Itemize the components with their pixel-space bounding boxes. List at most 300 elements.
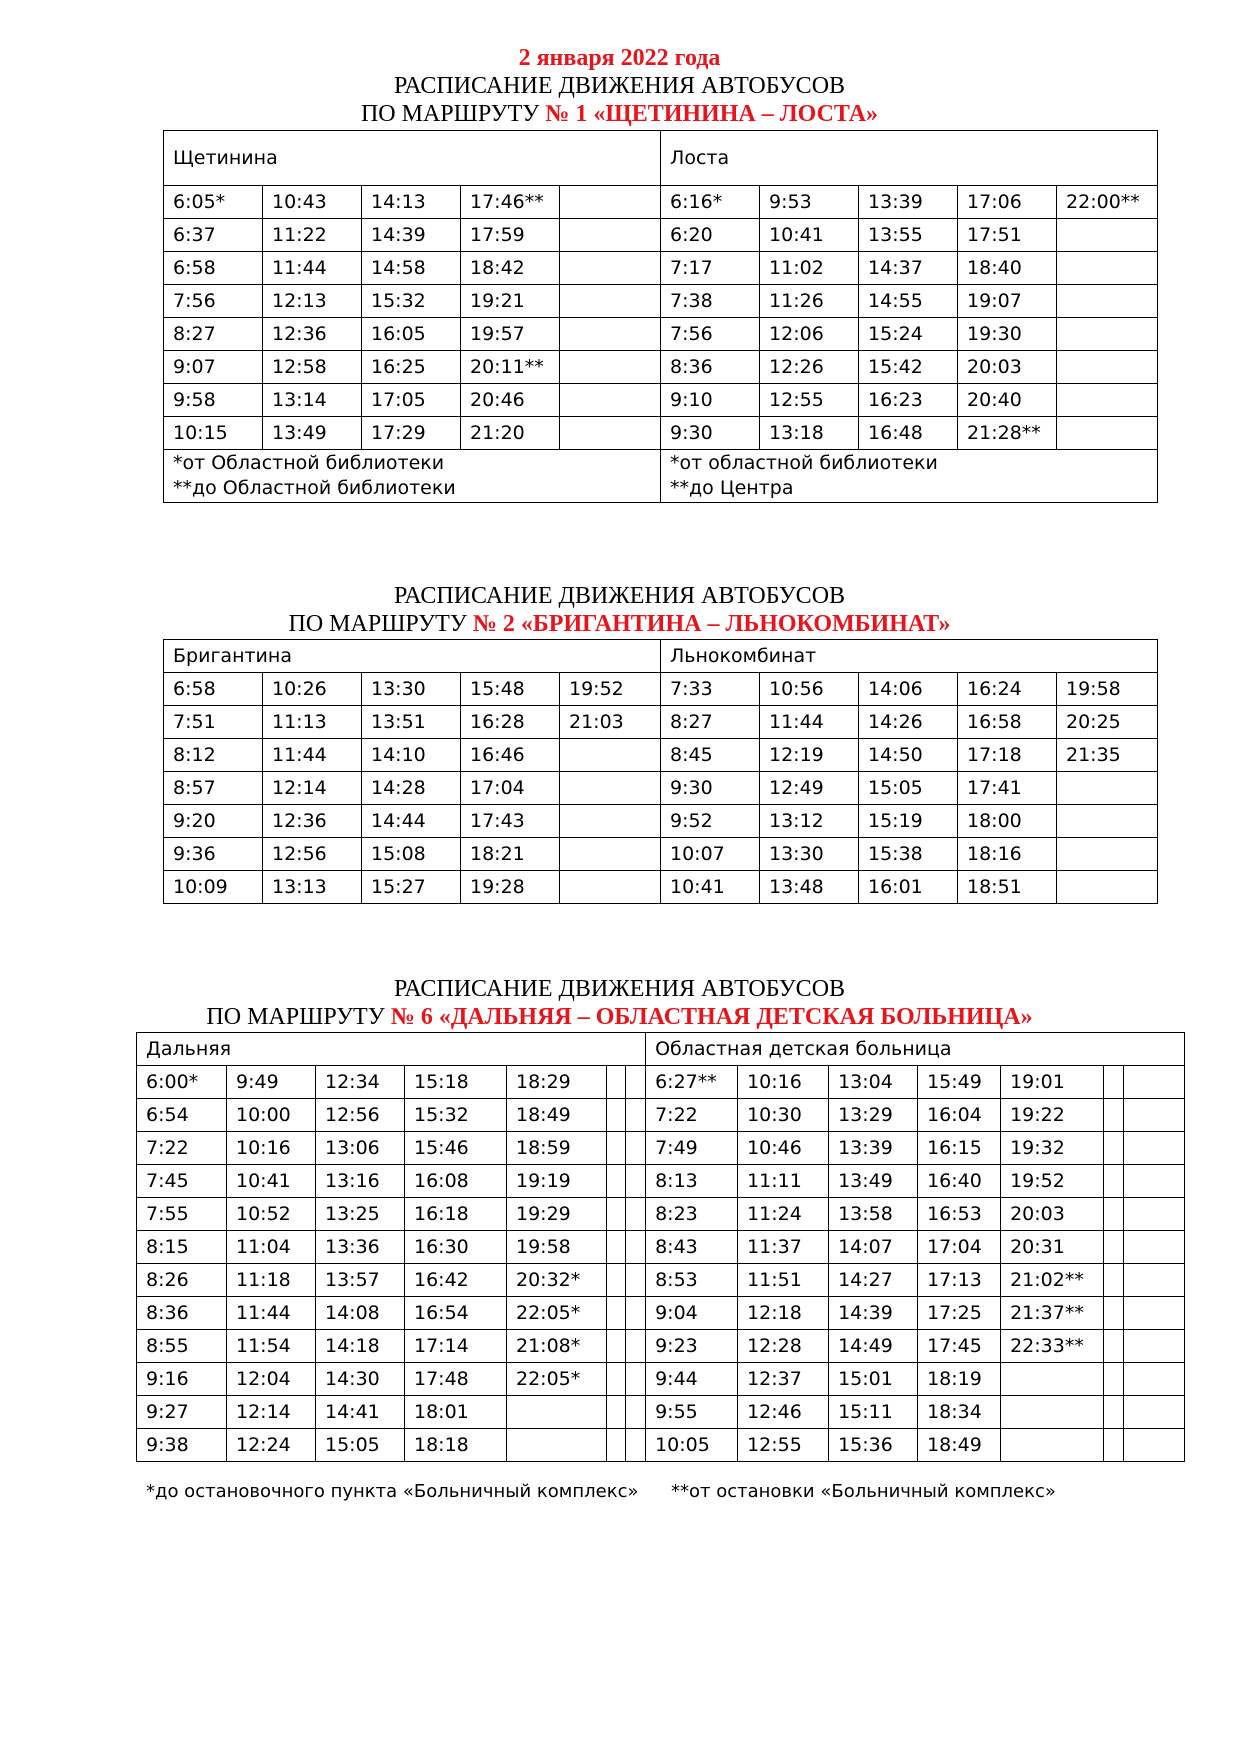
time-cell: 12:56 — [263, 838, 362, 871]
time-cell: 15:48 — [461, 673, 560, 706]
time-cell: 10:09 — [164, 871, 263, 904]
empty-cell — [1104, 1264, 1124, 1297]
time-cell: 13:58 — [829, 1198, 918, 1231]
route-2-table — [163, 639, 1158, 904]
time-cell: 18:49 — [507, 1099, 607, 1132]
time-cell: 16:58 — [958, 706, 1057, 739]
left-stop-name: Бригантина — [164, 640, 661, 673]
time-cell: 19:21 — [461, 285, 560, 318]
notes-row — [164, 450, 1158, 503]
time-cell: 8:43 — [646, 1231, 738, 1264]
time-cell: 14:55 — [859, 285, 958, 318]
time-cell: 12:58 — [263, 351, 362, 384]
table-row — [137, 1429, 1185, 1462]
time-cell: 18:21 — [461, 838, 560, 871]
time-cell: 8:27 — [164, 318, 263, 351]
time-cell: 12:37 — [738, 1363, 829, 1396]
empty-cell — [1124, 1363, 1185, 1396]
left-stop-name: Дальняя — [137, 1033, 646, 1066]
time-cell: 9:36 — [164, 838, 263, 871]
time-cell: 7:51 — [164, 706, 263, 739]
time-cell: 11:44 — [263, 252, 362, 285]
time-cell: 11:26 — [760, 285, 859, 318]
time-cell: 13:13 — [263, 871, 362, 904]
time-cell: 16:40 — [918, 1165, 1001, 1198]
empty-cell — [1124, 1099, 1185, 1132]
time-cell: 15:11 — [829, 1396, 918, 1429]
time-cell — [1057, 318, 1158, 351]
time-cell: 13:16 — [316, 1165, 405, 1198]
route-name: № 6 «ДАЛЬНЯЯ – ОБЛАСТНАЯ ДЕТСКАЯ БОЛЬНИЦА» — [390, 1004, 1033, 1030]
table-row — [137, 1099, 1185, 1132]
table-row — [164, 384, 1158, 417]
time-cell: 7:45 — [137, 1165, 227, 1198]
time-cell — [560, 417, 661, 450]
time-cell — [1057, 805, 1158, 838]
time-cell: 6:27** — [646, 1066, 738, 1099]
time-cell: 20:40 — [958, 384, 1057, 417]
time-cell: 9:55 — [646, 1396, 738, 1429]
table-row — [164, 252, 1158, 285]
time-cell: 12:14 — [227, 1396, 316, 1429]
table-row — [137, 1363, 1185, 1396]
right-notes — [661, 450, 1158, 503]
time-cell: 19:58 — [1057, 673, 1158, 706]
empty-cell — [607, 1330, 626, 1363]
time-cell: 7:22 — [646, 1099, 738, 1132]
empty-cell — [626, 1165, 646, 1198]
time-cell: 10:41 — [227, 1165, 316, 1198]
right-stop-name: Лоста — [661, 131, 1158, 186]
empty-cell — [1124, 1066, 1185, 1099]
table-row — [164, 417, 1158, 450]
time-cell: 13:39 — [829, 1132, 918, 1165]
time-cell: 9:58 — [164, 384, 263, 417]
empty-cell — [607, 1429, 626, 1462]
time-cell: 8:45 — [661, 739, 760, 772]
time-cell: 13:04 — [829, 1066, 918, 1099]
time-cell: 18:18 — [405, 1429, 507, 1462]
table-row — [164, 318, 1158, 351]
time-cell: 16:04 — [918, 1099, 1001, 1132]
time-cell: 9:04 — [646, 1297, 738, 1330]
time-cell: 19:58 — [507, 1231, 607, 1264]
time-cell: 20:25 — [1057, 706, 1158, 739]
route-1-title — [0, 100, 1239, 128]
time-cell: 10:56 — [760, 673, 859, 706]
time-cell: 12:06 — [760, 318, 859, 351]
empty-cell — [1124, 1396, 1185, 1429]
route-prefix: ПО МАРШРУТУ — [206, 1004, 385, 1030]
table-row — [164, 805, 1158, 838]
time-cell: 19:22 — [1001, 1099, 1104, 1132]
route-2-title — [0, 610, 1239, 638]
empty-cell — [607, 1132, 626, 1165]
time-cell: 12:14 — [263, 772, 362, 805]
empty-cell — [1124, 1264, 1185, 1297]
time-cell: 22:33** — [1001, 1330, 1104, 1363]
table-row — [164, 351, 1158, 384]
empty-cell — [1104, 1363, 1124, 1396]
time-cell — [1057, 219, 1158, 252]
time-cell — [1057, 871, 1158, 904]
empty-cell — [626, 1099, 646, 1132]
time-cell: 13:14 — [263, 384, 362, 417]
time-cell: 17:43 — [461, 805, 560, 838]
time-cell: 17:59 — [461, 219, 560, 252]
time-cell: 20:03 — [958, 351, 1057, 384]
time-cell: 11:44 — [760, 706, 859, 739]
time-cell: 6:16* — [661, 186, 760, 219]
time-cell: 18:51 — [958, 871, 1057, 904]
time-cell — [560, 285, 661, 318]
time-cell: 15:42 — [859, 351, 958, 384]
time-cell: 22:05* — [507, 1297, 607, 1330]
time-cell: 17:13 — [918, 1264, 1001, 1297]
time-cell: 17:06 — [958, 186, 1057, 219]
time-cell: 14:39 — [362, 219, 461, 252]
time-cell: 14:06 — [859, 673, 958, 706]
time-cell: 17:14 — [405, 1330, 507, 1363]
time-cell: 14:18 — [316, 1330, 405, 1363]
empty-cell — [1124, 1165, 1185, 1198]
time-cell — [507, 1429, 607, 1462]
time-cell — [560, 805, 661, 838]
empty-cell — [1124, 1231, 1185, 1264]
time-cell: 9:30 — [661, 417, 760, 450]
note-line: *от Областной библиотеки — [173, 452, 445, 474]
time-cell: 14:10 — [362, 739, 461, 772]
time-cell: 8:26 — [137, 1264, 227, 1297]
time-cell: 18:42 — [461, 252, 560, 285]
time-cell: 11:37 — [738, 1231, 829, 1264]
empty-cell — [1124, 1297, 1185, 1330]
table-row — [137, 1231, 1185, 1264]
time-cell: 8:36 — [661, 351, 760, 384]
time-cell: 14:07 — [829, 1231, 918, 1264]
time-cell — [560, 318, 661, 351]
empty-cell — [1104, 1132, 1124, 1165]
empty-cell — [626, 1396, 646, 1429]
empty-cell — [607, 1396, 626, 1429]
time-cell: 11:02 — [760, 252, 859, 285]
time-cell: 13:57 — [316, 1264, 405, 1297]
time-cell: 19:57 — [461, 318, 560, 351]
time-cell: 17:45 — [918, 1330, 1001, 1363]
time-cell: 13:12 — [760, 805, 859, 838]
time-cell: 9:10 — [661, 384, 760, 417]
note-line: **до Областной библиотеки — [173, 477, 456, 499]
time-cell: 13:39 — [859, 186, 958, 219]
time-cell: 17:48 — [405, 1363, 507, 1396]
time-cell: 13:49 — [263, 417, 362, 450]
time-cell: 12:55 — [760, 384, 859, 417]
time-cell: 14:41 — [316, 1396, 405, 1429]
empty-cell — [626, 1297, 646, 1330]
time-cell: 21:28** — [958, 417, 1057, 450]
table-row — [137, 1165, 1185, 1198]
time-cell: 12:34 — [316, 1066, 405, 1099]
time-cell: 11:51 — [738, 1264, 829, 1297]
note-line: *от областной библиотеки — [670, 452, 938, 474]
time-cell — [560, 219, 661, 252]
time-cell: 12:46 — [738, 1396, 829, 1429]
time-cell: 13:30 — [760, 838, 859, 871]
time-cell: 10:26 — [263, 673, 362, 706]
left-stop-name: Щетинина — [164, 131, 661, 186]
table-row — [164, 739, 1158, 772]
time-cell: 19:29 — [507, 1198, 607, 1231]
time-cell: 10:41 — [760, 219, 859, 252]
time-cell: 14:39 — [829, 1297, 918, 1330]
time-cell — [1001, 1429, 1104, 1462]
time-cell: 15:18 — [405, 1066, 507, 1099]
time-cell: 12:24 — [227, 1429, 316, 1462]
time-cell: 7:55 — [137, 1198, 227, 1231]
empty-cell — [607, 1099, 626, 1132]
time-cell: 17:41 — [958, 772, 1057, 805]
time-cell: 19:30 — [958, 318, 1057, 351]
empty-cell — [607, 1363, 626, 1396]
time-cell — [1057, 384, 1158, 417]
time-cell: 16:01 — [859, 871, 958, 904]
time-cell: 13:29 — [829, 1099, 918, 1132]
time-cell: 8:57 — [164, 772, 263, 805]
time-cell: 6:05* — [164, 186, 263, 219]
time-cell: 14:13 — [362, 186, 461, 219]
empty-cell — [607, 1066, 626, 1099]
time-cell: 22:05* — [507, 1363, 607, 1396]
time-cell: 16:48 — [859, 417, 958, 450]
time-cell: 15:05 — [859, 772, 958, 805]
time-cell — [560, 252, 661, 285]
time-cell: 11:54 — [227, 1330, 316, 1363]
time-cell: 12:49 — [760, 772, 859, 805]
time-cell: 16:30 — [405, 1231, 507, 1264]
time-cell: 12:04 — [227, 1363, 316, 1396]
time-cell: 14:30 — [316, 1363, 405, 1396]
empty-cell — [626, 1231, 646, 1264]
right-stop-name: Областная детская больница — [646, 1033, 1185, 1066]
time-cell: 10:15 — [164, 417, 263, 450]
table-row — [164, 186, 1158, 219]
time-cell: 15:38 — [859, 838, 958, 871]
time-cell — [1057, 285, 1158, 318]
empty-cell — [1124, 1132, 1185, 1165]
time-cell: 16:05 — [362, 318, 461, 351]
empty-cell — [1124, 1198, 1185, 1231]
route-prefix: ПО МАРШРУТУ — [360, 101, 540, 127]
time-cell: 15:32 — [362, 285, 461, 318]
time-cell: 11:11 — [738, 1165, 829, 1198]
empty-cell — [626, 1198, 646, 1231]
time-cell: 14:37 — [859, 252, 958, 285]
route-6-title — [0, 1003, 1239, 1031]
time-cell: 9:16 — [137, 1363, 227, 1396]
empty-cell — [626, 1330, 646, 1363]
table-row — [164, 838, 1158, 871]
date-title: 2 января 2022 года — [518, 45, 721, 71]
time-cell: 15:24 — [859, 318, 958, 351]
time-cell: 20:32* — [507, 1264, 607, 1297]
footnote-1: *до остановочного пункта «Больничный комплекс» — [146, 1481, 639, 1502]
time-cell: 8:27 — [661, 706, 760, 739]
time-cell: 19:01 — [1001, 1066, 1104, 1099]
time-cell: 6:20 — [661, 219, 760, 252]
time-cell: 21:37** — [1001, 1297, 1104, 1330]
stop-header-row — [164, 640, 1158, 673]
route-name: № 1 «ЩЕТИНИНА – ЛОСТА» — [545, 101, 879, 127]
time-cell: 13:25 — [316, 1198, 405, 1231]
table-row — [137, 1066, 1185, 1099]
footnote-2: **от остановки «Больничный комплекс» — [671, 1481, 1056, 1502]
time-cell: 13:36 — [316, 1231, 405, 1264]
left-notes — [164, 450, 661, 503]
time-cell: 9:49 — [227, 1066, 316, 1099]
time-cell: 14:27 — [829, 1264, 918, 1297]
time-cell: 16:54 — [405, 1297, 507, 1330]
time-cell: 18:16 — [958, 838, 1057, 871]
time-cell — [1057, 417, 1158, 450]
time-cell: 17:05 — [362, 384, 461, 417]
time-cell: 14:49 — [829, 1330, 918, 1363]
time-cell: 12:56 — [316, 1099, 405, 1132]
empty-cell — [1104, 1198, 1124, 1231]
time-cell: 17:04 — [918, 1231, 1001, 1264]
empty-cell — [1124, 1330, 1185, 1363]
time-cell: 11:24 — [738, 1198, 829, 1231]
time-cell: 21:02** — [1001, 1264, 1104, 1297]
time-cell: 13:49 — [829, 1165, 918, 1198]
time-cell: 7:38 — [661, 285, 760, 318]
time-cell: 9:07 — [164, 351, 263, 384]
time-cell: 15:46 — [405, 1132, 507, 1165]
time-cell: 15:32 — [405, 1099, 507, 1132]
empty-cell — [607, 1297, 626, 1330]
time-cell: 15:36 — [829, 1429, 918, 1462]
time-cell: 22:00** — [1057, 186, 1158, 219]
time-cell: 12:26 — [760, 351, 859, 384]
time-cell: 14:28 — [362, 772, 461, 805]
time-cell: 10:07 — [661, 838, 760, 871]
time-cell: 8:53 — [646, 1264, 738, 1297]
empty-cell — [1104, 1297, 1124, 1330]
time-cell: 13:06 — [316, 1132, 405, 1165]
time-cell: 9:23 — [646, 1330, 738, 1363]
table-row — [164, 285, 1158, 318]
time-cell: 16:46 — [461, 739, 560, 772]
time-cell: 7:22 — [137, 1132, 227, 1165]
time-cell: 18:40 — [958, 252, 1057, 285]
time-cell: 12:19 — [760, 739, 859, 772]
time-cell: 10:16 — [738, 1066, 829, 1099]
empty-cell — [1104, 1429, 1124, 1462]
table-row — [164, 219, 1158, 252]
empty-cell — [1124, 1429, 1185, 1462]
route-1-heading: РАСПИСАНИЕ ДВИЖЕНИЯ АВТОБУСОВ — [393, 73, 846, 99]
time-cell: 15:08 — [362, 838, 461, 871]
stop-header-row — [164, 131, 1158, 186]
time-cell: 9:27 — [137, 1396, 227, 1429]
route-6-heading: РАСПИСАНИЕ ДВИЖЕНИЯ АВТОБУСОВ — [393, 976, 846, 1002]
time-cell: 11:44 — [263, 739, 362, 772]
time-cell: 18:29 — [507, 1066, 607, 1099]
time-cell: 10:52 — [227, 1198, 316, 1231]
time-cell: 21:03 — [560, 706, 661, 739]
time-cell: 16:18 — [405, 1198, 507, 1231]
time-cell: 11:18 — [227, 1264, 316, 1297]
time-cell: 20:03 — [1001, 1198, 1104, 1231]
time-cell: 16:08 — [405, 1165, 507, 1198]
time-cell — [560, 838, 661, 871]
time-cell: 19:52 — [1001, 1165, 1104, 1198]
time-cell: 14:26 — [859, 706, 958, 739]
time-cell — [560, 871, 661, 904]
time-cell — [1057, 772, 1158, 805]
time-cell: 16:15 — [918, 1132, 1001, 1165]
time-cell: 6:58 — [164, 673, 263, 706]
time-cell: 15:49 — [918, 1066, 1001, 1099]
time-cell — [1001, 1396, 1104, 1429]
time-cell: 10:00 — [227, 1099, 316, 1132]
time-cell: 8:55 — [137, 1330, 227, 1363]
time-cell: 15:01 — [829, 1363, 918, 1396]
empty-cell — [1104, 1099, 1124, 1132]
table-row — [137, 1396, 1185, 1429]
empty-cell — [1104, 1330, 1124, 1363]
route-6-table — [136, 1032, 1185, 1462]
time-cell — [507, 1396, 607, 1429]
time-cell: 19:07 — [958, 285, 1057, 318]
time-cell: 13:48 — [760, 871, 859, 904]
time-cell: 20:46 — [461, 384, 560, 417]
time-cell: 13:18 — [760, 417, 859, 450]
time-cell: 16:24 — [958, 673, 1057, 706]
time-cell: 8:15 — [137, 1231, 227, 1264]
route-2-heading: РАСПИСАНИЕ ДВИЖЕНИЯ АВТОБУСОВ — [393, 583, 846, 609]
note-line: **до Центра — [670, 477, 794, 499]
route-name: № 2 «БРИГАНТИНА – ЛЬНОКОМБИНАТ» — [472, 611, 951, 637]
time-cell: 15:19 — [859, 805, 958, 838]
time-cell: 18:00 — [958, 805, 1057, 838]
time-cell: 20:31 — [1001, 1231, 1104, 1264]
time-cell: 19:19 — [507, 1165, 607, 1198]
time-cell: 9:20 — [164, 805, 263, 838]
time-cell: 6:58 — [164, 252, 263, 285]
time-cell: 9:53 — [760, 186, 859, 219]
time-cell: 10:30 — [738, 1099, 829, 1132]
empty-cell — [626, 1264, 646, 1297]
time-cell: 19:52 — [560, 673, 661, 706]
table-row — [164, 706, 1158, 739]
time-cell: 6:00* — [137, 1066, 227, 1099]
time-cell: 14:58 — [362, 252, 461, 285]
time-cell: 18:34 — [918, 1396, 1001, 1429]
time-cell: 15:27 — [362, 871, 461, 904]
time-cell: 12:13 — [263, 285, 362, 318]
time-cell: 6:54 — [137, 1099, 227, 1132]
time-cell: 20:11** — [461, 351, 560, 384]
time-cell — [1057, 838, 1158, 871]
time-cell: 9:52 — [661, 805, 760, 838]
time-cell: 11:13 — [263, 706, 362, 739]
time-cell: 11:04 — [227, 1231, 316, 1264]
time-cell: 12:55 — [738, 1429, 829, 1462]
time-cell: 15:05 — [316, 1429, 405, 1462]
stop-header-row — [137, 1033, 1185, 1066]
route-prefix: ПО МАРШРУТУ — [288, 611, 467, 637]
time-cell: 10:05 — [646, 1429, 738, 1462]
